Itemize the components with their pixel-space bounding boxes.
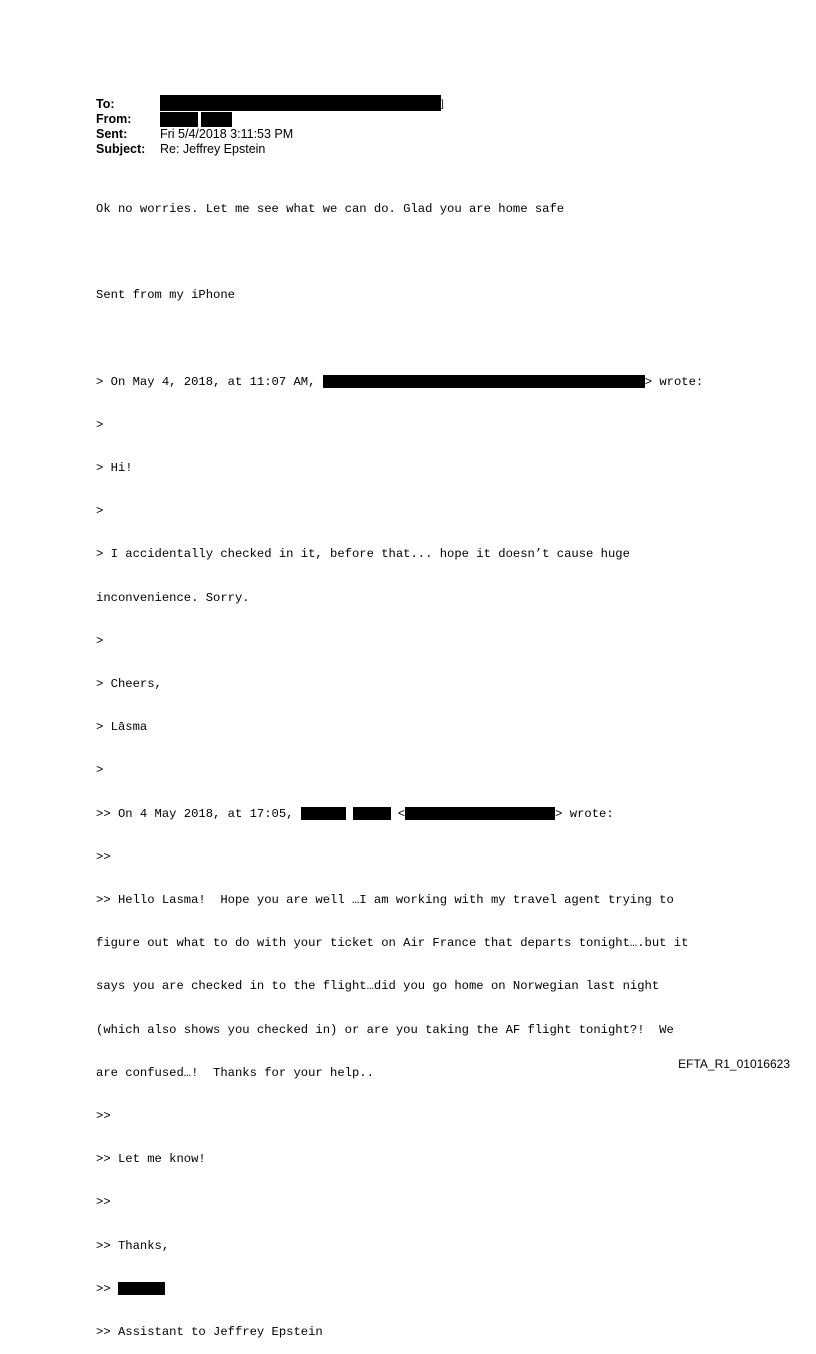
to-value [160, 97, 444, 112]
subject-row [96, 142, 266, 157]
quote-suffix: > wrote: [644, 374, 704, 389]
sent-label: Sent: [96, 127, 128, 141]
sent-value: Fri 5/4/2018 3:11:53 PM [160, 127, 294, 141]
quote-prefix: >> [96, 1281, 118, 1296]
quote-line [96, 1282, 703, 1296]
quote-line: >> [96, 849, 111, 864]
quote-line: > Cheers, [96, 677, 162, 692]
redaction-block [405, 807, 555, 820]
redaction-block [201, 112, 232, 127]
quote-line: are confused…! Thanks for your help.. [96, 1065, 374, 1080]
quote-line: > [96, 763, 104, 778]
quote-line: >> [96, 1195, 111, 1210]
to-label: To: [96, 97, 115, 111]
redaction-block [323, 375, 645, 388]
quote-line: says you are checked in to the flight…did you go home on Norwegian last night [96, 979, 660, 994]
signature-line: Sent from my iPhone [96, 288, 235, 303]
quote-line: >> Thanks, [96, 1238, 170, 1253]
quote-header-line [96, 375, 703, 389]
redaction-block [160, 112, 198, 127]
quote-line: > Hi! [96, 461, 133, 476]
quote-line: > I accidentally checked in it, before that... hope it doesn’t cause huge [96, 547, 630, 562]
redaction-block [118, 1282, 165, 1295]
bracket-mark: ] [441, 99, 444, 111]
email-body [96, 173, 703, 1354]
from-row [96, 112, 160, 127]
quote-line: >> Assistant to Jeffrey Epstein [96, 1325, 323, 1340]
quote-suffix: > wrote: [555, 806, 614, 821]
quote-line: >> Let me know! [96, 1152, 206, 1167]
body-line: Ok no worries. Let me see what we can do. Glad you are home safe [96, 201, 565, 216]
sent-row [96, 127, 294, 142]
quote-header-line [96, 807, 703, 821]
quote-line: > [96, 504, 104, 519]
quote-line: >> [96, 1109, 111, 1124]
redaction-block [301, 807, 346, 820]
email-header [96, 97, 444, 157]
from-value [160, 112, 232, 127]
quote-line: > [96, 633, 104, 648]
document-id: EFTA_R1_01016623 [678, 1057, 790, 1071]
quote-line: > [96, 417, 104, 432]
quote-line: inconvenience. Sorry. [96, 590, 250, 605]
subject-label: Subject: [96, 142, 146, 156]
quote-line: >> Hello Lasma! Hope you are well …I am working with my travel agent trying to [96, 893, 674, 908]
quote-prefix: >> On 4 May 2018, at 17:05, [96, 806, 301, 821]
subject-value: Re: Jeffrey Epstein [160, 142, 266, 156]
quote-line: (which also shows you checked in) or are you taking the AF flight tonight?! We [96, 1022, 674, 1037]
from-label: From: [96, 112, 132, 126]
quote-line: figure out what to do with your ticket on Air France that departs tonight….but it [96, 936, 689, 951]
less-than-mark: < [397, 806, 406, 821]
redaction-block [160, 95, 441, 111]
quote-prefix: > On May 4, 2018, at 11:07 AM, [96, 374, 323, 389]
quote-line: > Lāsma [96, 720, 148, 735]
redaction-block [353, 807, 391, 820]
to-row [96, 97, 444, 112]
